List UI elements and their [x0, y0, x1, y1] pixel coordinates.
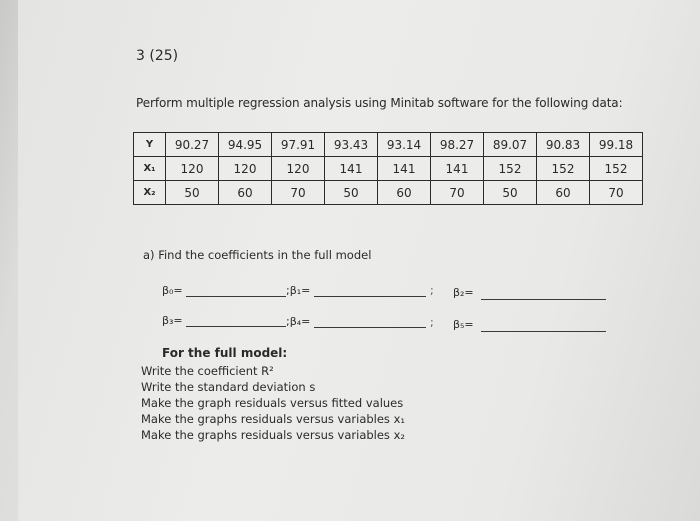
table-row-y	[134, 133, 643, 157]
table-row-x2	[134, 181, 643, 205]
table-cell: 99.18	[590, 133, 643, 157]
table-cell: 141	[325, 157, 378, 181]
table-cell: 141	[431, 157, 484, 181]
table-cell: 93.14	[378, 133, 431, 157]
table-cell: 60	[219, 181, 272, 205]
table-cell: 93.43	[325, 133, 378, 157]
list-item: Make the graph residuals versus fitted values	[141, 396, 404, 410]
beta4-blank[interactable]	[314, 327, 426, 328]
row-label-y: Y	[134, 133, 166, 157]
table-cell: 152	[590, 157, 643, 181]
beta1-label: ;β₁=	[286, 284, 311, 297]
beta0-label: β₀=	[162, 284, 183, 297]
beta5-blank[interactable]	[481, 331, 606, 332]
table-cell: 97.91	[272, 133, 325, 157]
table-cell: 120	[166, 157, 219, 181]
beta2-label: β₂=	[453, 286, 474, 299]
table-cell: 50	[484, 181, 537, 205]
table-cell: 89.07	[484, 133, 537, 157]
row-label-x2: X₂	[134, 181, 166, 205]
table-cell: 60	[378, 181, 431, 205]
list-item: Write the coefficient R²	[141, 364, 274, 378]
table-cell: 141	[378, 157, 431, 181]
full-model-title: For the full model:	[162, 346, 288, 360]
separator: ;	[430, 316, 434, 329]
table-cell: 152	[484, 157, 537, 181]
part-a-question: a) Find the coefficients in the full model	[143, 248, 372, 262]
problem-number: 3 (25)	[136, 48, 179, 64]
row-label-x1: X₁	[134, 157, 166, 181]
table-cell: 120	[219, 157, 272, 181]
table-cell: 152	[537, 157, 590, 181]
instruction-text: Perform multiple regression analysis using Minitab software for the following data:	[136, 96, 623, 110]
table-cell: 94.95	[219, 133, 272, 157]
list-item: Write the standard deviation s	[141, 380, 316, 394]
table-cell: 90.27	[166, 133, 219, 157]
beta2-blank[interactable]	[481, 299, 606, 300]
table-cell: 120	[272, 157, 325, 181]
beta3-blank[interactable]	[186, 326, 286, 327]
beta1-blank[interactable]	[314, 296, 426, 297]
beta3-label: β₃=	[162, 314, 183, 327]
table-cell: 70	[590, 181, 643, 205]
beta5-label: β₅=	[453, 318, 474, 331]
table-cell: 90.83	[537, 133, 590, 157]
list-item: Make the graphs residuals versus variables x₁	[141, 412, 405, 426]
table-cell: 50	[325, 181, 378, 205]
table-row-x1	[134, 157, 643, 181]
beta4-label: ;β₄=	[286, 315, 311, 328]
beta0-blank[interactable]	[186, 296, 286, 297]
table-cell: 98.27	[431, 133, 484, 157]
table-cell: 60	[537, 181, 590, 205]
data-table	[133, 132, 643, 205]
table-cell: 70	[431, 181, 484, 205]
table-cell: 70	[272, 181, 325, 205]
separator: ;	[430, 284, 434, 297]
list-item: Make the graphs residuals versus variables x₂	[141, 428, 405, 442]
table-cell: 50	[166, 181, 219, 205]
